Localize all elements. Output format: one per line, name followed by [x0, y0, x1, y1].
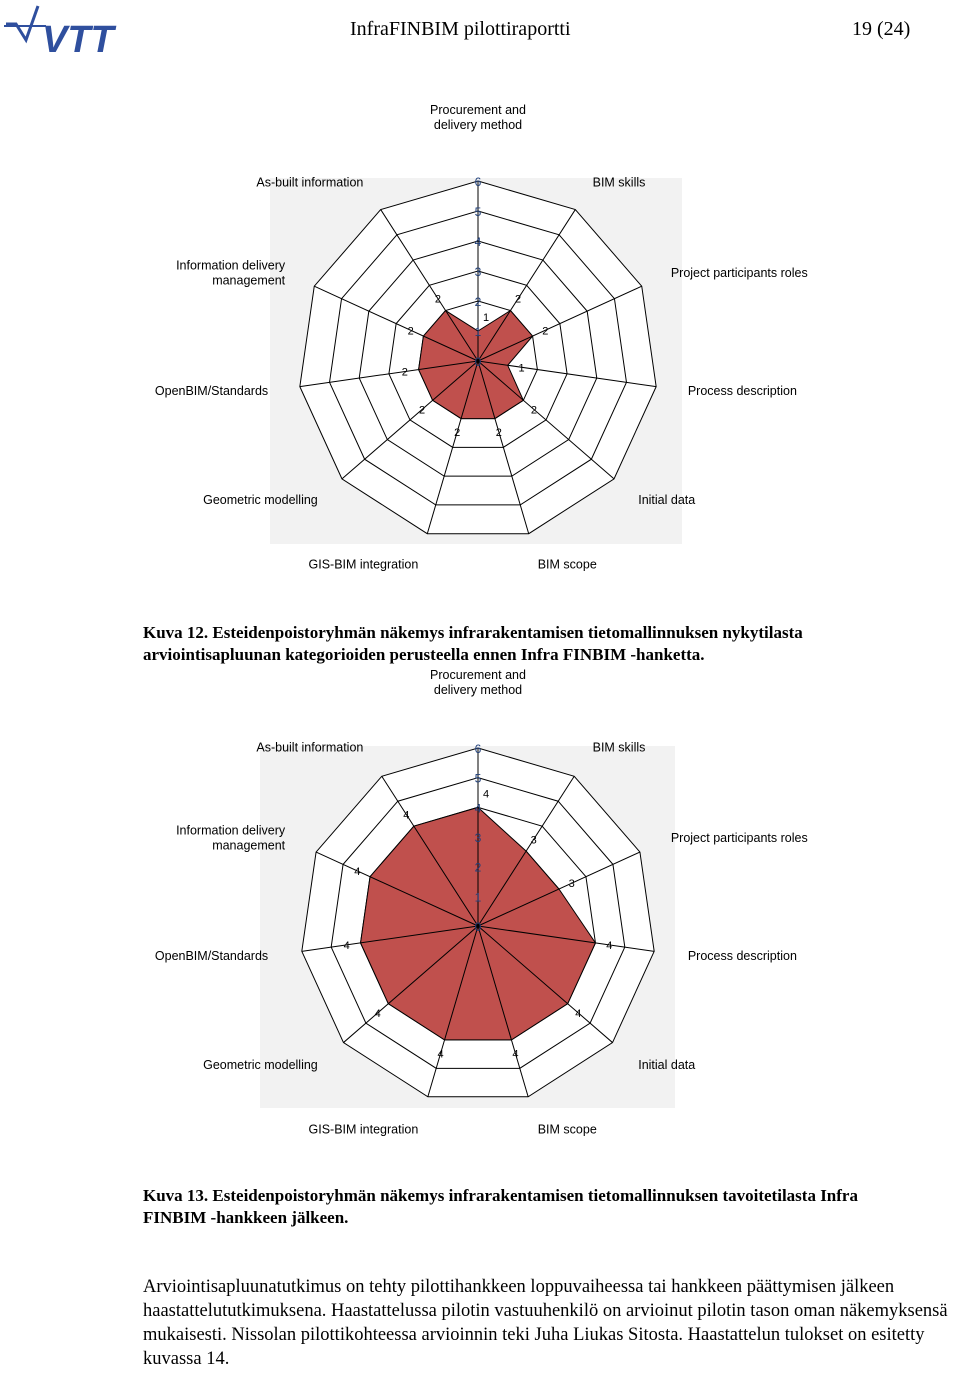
- tick-label: 0: [474, 920, 482, 934]
- radar-chart-current: [0, 103, 960, 572]
- figure-12-caption: Kuva 12. Esteidenpoistoryhmän näkemys infrarakentamisen tietomallinnuksen nykytilasta arviointisapluunan kategorioiden perusteella ennen Infra FINBIM -hanketta.: [143, 623, 803, 664]
- tick-label: 5: [474, 771, 482, 786]
- category-label: Project participants roles: [670, 265, 808, 280]
- category-label: Initial data: [638, 1057, 696, 1072]
- figure-13-caption: Kuva 13. Esteidenpoistoryhmän näkemys infrarakentamisen tietomallinnuksen tavoitetilasta Infra FINBIM -hankkeen jälkeen.: [143, 1186, 858, 1227]
- data-label: 3: [568, 878, 575, 891]
- logo-text: VTT: [42, 19, 114, 61]
- tick-label: 6: [474, 742, 482, 756]
- category-label: Geometric modelling: [203, 1057, 318, 1072]
- category-label: GIS-BIM integration: [308, 1122, 419, 1137]
- category-label: Process description: [687, 384, 797, 399]
- data-label: 2: [401, 366, 408, 379]
- data-label: 4: [403, 809, 410, 822]
- data-label: 2: [454, 427, 461, 440]
- category-label: Information delivery management: [176, 823, 286, 853]
- tick-label: 4: [474, 801, 482, 816]
- category-label: Project participants roles: [670, 830, 808, 845]
- tick-label: 1: [474, 890, 482, 905]
- data-label: 4: [575, 1007, 582, 1020]
- category-label: Information delivery management: [176, 258, 286, 288]
- radar-chart-target: [0, 668, 960, 1140]
- data-label: 1: [518, 362, 525, 375]
- category-label: As-built information: [256, 740, 364, 755]
- data-label: 4: [343, 939, 350, 952]
- category-label: Process description: [687, 949, 797, 964]
- data-label: 4: [354, 865, 361, 878]
- tick-label: 3: [474, 265, 482, 279]
- vtt-logo: [2, 2, 152, 62]
- data-label: 4: [437, 1048, 444, 1061]
- category-label: Geometric modelling: [203, 492, 318, 507]
- data-label: 1: [482, 312, 490, 324]
- data-label: 4: [512, 1048, 519, 1061]
- tick-label: 2: [474, 295, 482, 309]
- data-label: 4: [482, 788, 490, 801]
- category-label: OpenBIM/Standards: [154, 949, 269, 964]
- tick-label: 1: [474, 325, 482, 339]
- category-label: OpenBIM/Standards: [154, 384, 269, 399]
- data-label: 3: [530, 834, 537, 847]
- data-label: 2: [530, 404, 537, 417]
- data-label: 2: [542, 325, 549, 338]
- data-label: 2: [495, 427, 502, 440]
- page-number: 19 (24): [852, 18, 911, 40]
- data-label: 2: [434, 293, 442, 306]
- category-label: GIS-BIM integration: [308, 557, 419, 572]
- data-label: 2: [514, 293, 522, 306]
- data-label: 4: [606, 939, 613, 952]
- data-label: 2: [419, 404, 426, 417]
- body-paragraph: Arviointisapluunatutkimus on tehty pilottihankkeen loppuvaiheessa tai hankkeen päättymisen jälkeen haastattelututkimuksena. Haastattelussa pilotin vastuuhenkilö on arvioinut pilotin tason oman näkemyksensä mukaisesti. Nissolan pilottikohteessa arvioinnin teki Juha Liukas Sitosta. Haastattelun tulokset on esitetty kuvassa 14.: [143, 1277, 948, 1369]
- category-label: As-built information: [256, 175, 364, 190]
- category-label: BIM scope: [537, 557, 597, 572]
- category-label: BIM skills: [592, 175, 646, 190]
- category-label: Procurement and delivery method: [430, 103, 526, 132]
- category-label: Procurement and delivery method: [430, 668, 526, 697]
- tick-label: 4: [474, 235, 482, 249]
- data-label: 2: [407, 325, 414, 338]
- category-label: BIM scope: [537, 1122, 597, 1137]
- category-label: Initial data: [638, 492, 696, 507]
- tick-label: 2: [474, 860, 482, 875]
- tick-label: 5: [474, 205, 482, 219]
- tick-label: 0: [474, 355, 482, 369]
- tick-label: 6: [474, 175, 482, 189]
- category-label: BIM skills: [592, 740, 646, 755]
- data-label: 4: [374, 1007, 381, 1020]
- report-title: InfraFINBIM pilottiraportti: [350, 18, 571, 40]
- tick-label: 3: [474, 831, 482, 845]
